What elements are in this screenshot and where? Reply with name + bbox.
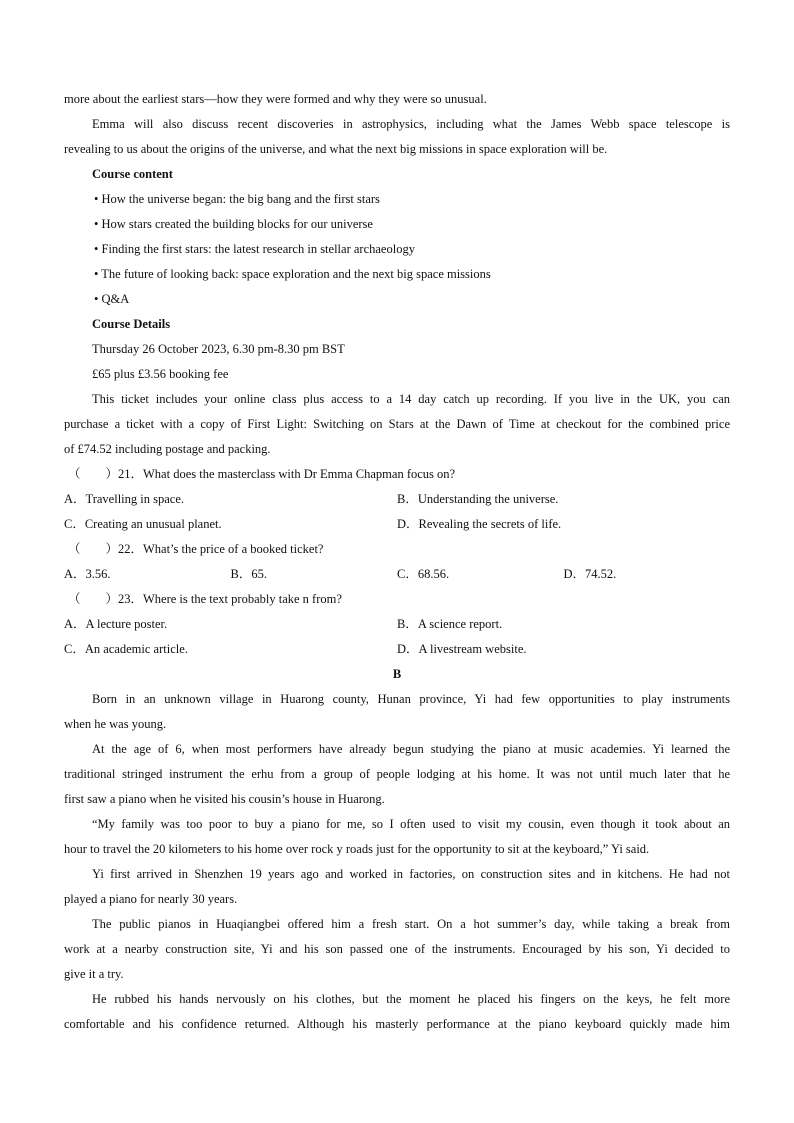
passage-b-paragraph-line: The public pianos in Huaqiangbei offered him a fresh start. On a hot summer’s day, while taking a break from (92, 917, 730, 931)
course-content-item: • Q&A (94, 292, 130, 306)
question-21-option-b: B．Understanding the universe. (397, 492, 559, 506)
question-23-option-a: A．A lecture poster. (64, 617, 168, 631)
passage-b-paragraph-line: played a piano for nearly 30 years. (64, 892, 238, 906)
passage-b-heading: B (392, 667, 402, 681)
question-21-option-a: A．Travelling in space. (64, 492, 185, 506)
document-page (64, 87, 730, 1037)
passage-b-paragraph-line: Yi first arrived in Shenzhen 19 years ago and worked in factories, on construction sites and in kitchens. He had not (92, 867, 730, 881)
question-22-option-b: B．65. (230, 567, 267, 581)
question-22-option-a: A．3.56. (64, 567, 111, 581)
ticket-paragraph-line: of £74.52 including postage and packing. (64, 442, 271, 456)
passage-b-paragraph-line: first saw a piano when he visited his cousin’s house in Huarong. (64, 792, 385, 806)
question-23-option-b: B．A science report. (397, 617, 503, 631)
course-content-heading: Course content (92, 167, 173, 181)
passage-a-continued-text: more about the earliest stars—how they were formed and why they were so unusual. (64, 92, 487, 106)
question-22-stem: （ ）22．What’s the price of a booked ticket? (68, 542, 324, 556)
passage-b-paragraph-line: At the age of 6, when most performers have already begun studying the piano at music academies. Yi learned the (92, 742, 730, 756)
passage-b-paragraph-line: comfortable and his confidence returned. Although his masterly performance at the piano keyboard quickly made him (64, 1017, 730, 1031)
question-22-options-row (64, 562, 730, 587)
course-content-item: • Finding the first stars: the latest research in stellar archaeology (94, 242, 415, 256)
question-22-option-d: D．74.52. (563, 567, 617, 581)
course-details-price: £65 plus £3.56 booking fee (92, 367, 229, 381)
course-content-item: • How stars created the building blocks for our universe (94, 217, 373, 231)
passage-b-paragraph-line: “My family was too poor to buy a piano for me, so I often used to visit my cousin, even though it took about an (92, 817, 730, 831)
passage-b-paragraph-line: give it a try. (64, 967, 124, 981)
course-content-item: • How the universe began: the big bang and the first stars (94, 192, 380, 206)
question-23-option-d: D．A livestream website. (397, 642, 527, 656)
question-21-options-row (64, 487, 730, 512)
ticket-paragraph-line: purchase a ticket with a copy of First Light: Switching on Stars at the Dawn of Time at checkout for the combined price (64, 417, 730, 431)
passage-b-paragraph-line: work at a nearby construction site, Yi and his son passed one of the instruments. Encouraged by his son, Yi decided to (64, 942, 730, 956)
passage-b-paragraph-line: when he was young. (64, 717, 167, 731)
passage-b-paragraph-line: Born in an unknown village in Huarong county, Hunan province, Yi had few opportunities to play instruments (92, 692, 730, 706)
question-23-stem: （ ）23．Where is the text probably take n from? (68, 592, 342, 606)
question-22-option-c: C．68.56. (397, 567, 450, 581)
question-23-options-row (64, 637, 730, 662)
passage-a-paragraph-line: revealing to us about the origins of the universe, and what the next big missions in space exploration will be. (64, 142, 608, 156)
passage-b-paragraph-line: hour to travel the 20 kilometers to his home over rock y roads just for the opportunity to sit at the keyboard,” Yi said. (64, 842, 650, 856)
course-content-item: • The future of looking back: space exploration and the next big space missions (94, 267, 491, 281)
ticket-paragraph-line: This ticket includes your online class plus access to a 14 day catch up recording. If you live in the UK, you can (92, 392, 730, 406)
question-21-option-d: D．Revealing the secrets of life. (397, 517, 562, 531)
question-23-option-c: C．An academic article. (64, 642, 188, 656)
question-23-options-row (64, 612, 730, 637)
course-details-date: Thursday 26 October 2023, 6.30 pm-8.30 pm BST (92, 342, 345, 356)
course-details-heading: Course Details (92, 317, 171, 331)
question-21-stem: （ ）21．What does the masterclass with Dr Emma Chapman focus on? (68, 467, 456, 481)
question-21-options-row (64, 512, 730, 537)
passage-b-paragraph-line: He rubbed his hands nervously on his clothes, but the moment he placed his fingers on the keys, he felt more (92, 992, 730, 1006)
passage-b-paragraph-line: traditional stringed instrument the erhu from a group of people lodging at his home. It was not until much later that he (64, 767, 730, 781)
passage-a-paragraph-line: Emma will also discuss recent discoveries in astrophysics, including what the James Webb space telescope is (92, 117, 730, 131)
question-21-option-c: C．Creating an unusual planet. (64, 517, 222, 531)
